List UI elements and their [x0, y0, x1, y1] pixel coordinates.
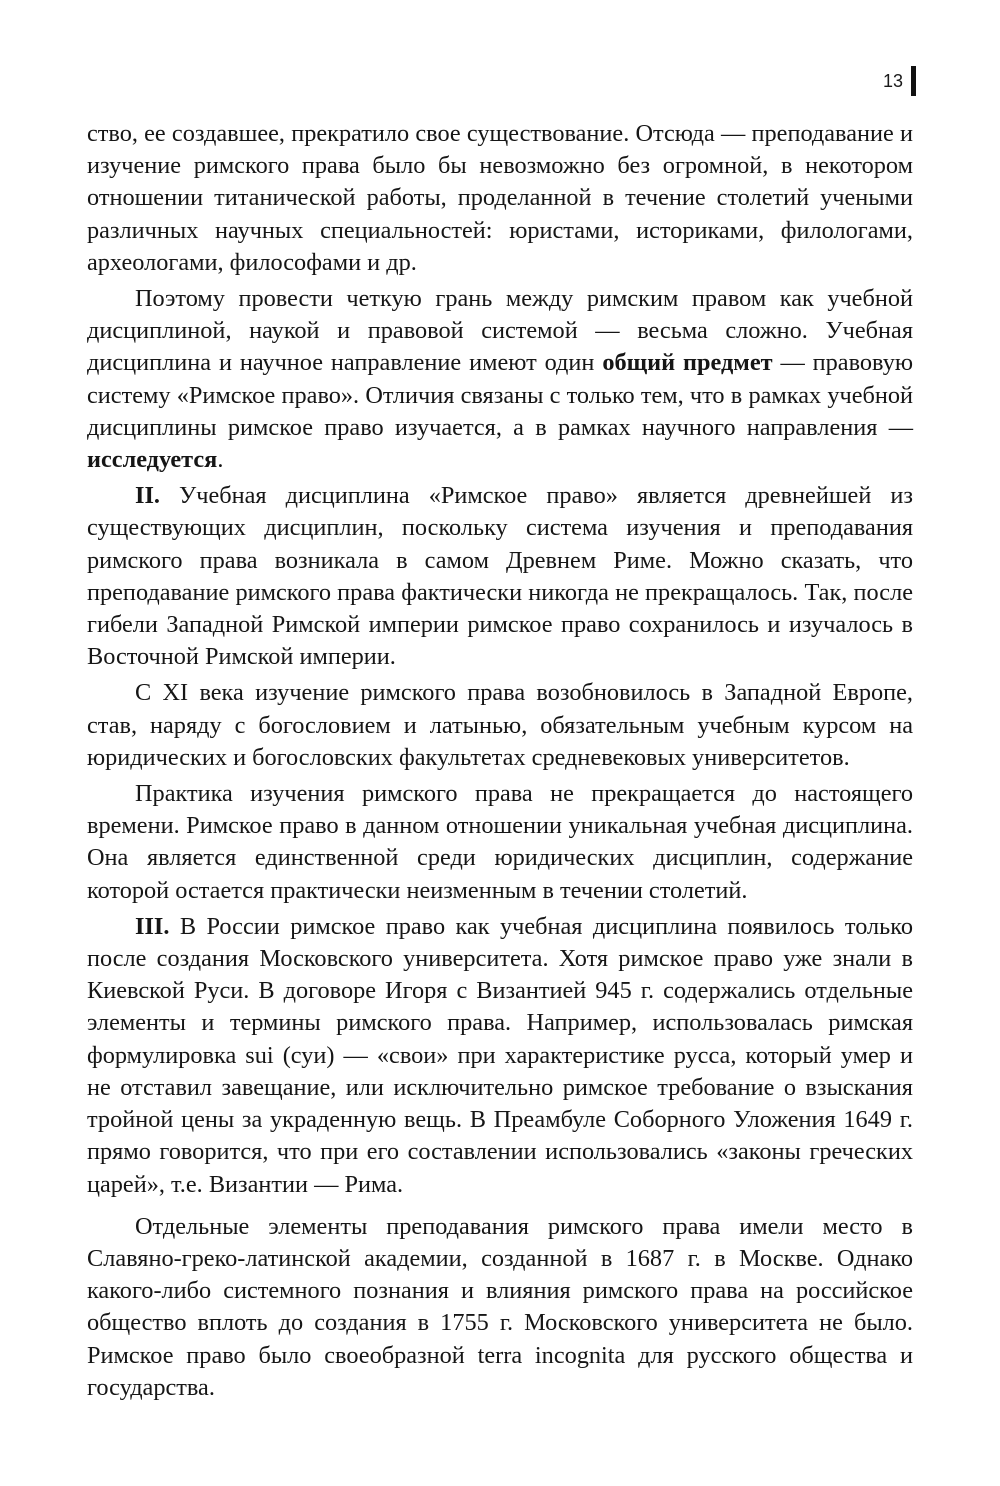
section-ii-marker: II.	[135, 482, 160, 510]
section-iii-text: В России римское право как учебная дисциплина появилось только после создания Московского университета. Хотя римское право уже знали в Киевской Руси. В договоре Игоря с Византией 945 г. содержались отдельные элементы и термины римского права. Например, использовалась римская формулировка sui (суи) — «свои» при характеристике русса, который умер и не отставил завещание, или исключительно римское требование о взыскания тройной цены за украденную вещь. В Преамбуле Соборного Уложения 1649 г. прямо говорится, что при его составлении использовались «законы греческих царей», т.е. Византии — Рима.	[87, 912, 913, 1198]
term-researched: исследуется	[87, 446, 218, 474]
section-ii-paragraph	[87, 480, 913, 673]
header-bar-decoration	[911, 66, 916, 96]
term-common-subject: общий предмет	[602, 349, 773, 377]
paragraph-continuation: ство, ее создавшее, прекратило свое существование. Отсюда — преподавание и изучение римского права было бы невозможно без огромной, в некотором отношении титанической работы, проделанной в течение столетий учеными различных научных специальностей: юристами, историками, филологами, археологами, философами и др.	[87, 120, 913, 276]
paragraph-academy: Отдельные элементы преподавания римского права имели место в Славяно-греко-латинской академии, созданной в 1687 г. в Москве. Однако какого-либо системного познания и влияния римского права на российское общество вплоть до создания в 1755 г. Московского университета не было. Римское право было своеобразной terra incognita для русского общества и государства.	[87, 1212, 913, 1401]
paragraph-subject-end: .	[217, 446, 224, 474]
paragraph-subject-text-2: — правовую систему «Римское право». Отличия связаны с только тем, что в рамках учебной дисциплины римское право изучается, а в рамках научного направления —	[87, 349, 913, 441]
text-body	[87, 118, 913, 1404]
section-ii-text: Учебная дисциплина «Римское право» является древнейшей из существующих дисциплин, поскольку система изучения и преподавания римского права возникала в самом Древнем Риме. Можно сказать, что преподавание римского права фактически никогда не прекращалось. Так, после гибели Западной Римской империи римское право сохранилось и изучалось в Восточной Римской империи.	[87, 482, 913, 671]
page-header	[883, 66, 916, 96]
section-iii-paragraph	[87, 911, 913, 1201]
paragraph-practice: Практика изучения римского права не прекращается до настоящего времени. Римское право в данном отношении уникальная учебная дисциплина. Она является единственной среди юридических дисциплин, содержание которой остается практически неизменным в течении столетий.	[87, 780, 913, 904]
section-iii-marker: III.	[135, 912, 170, 940]
paragraph-subject-text: Поэтому провести четкую грань между римским правом как учебной дисциплиной, наукой и правовой системой — весьма сложно. Учебная дисциплина и научное направление имеют один	[87, 285, 913, 377]
paragraph-xi-century: С XI века изучение римского права возобновилось в Западной Европе, став, наряду с богословием и латынью, обязательным учебным курсом на юридических и богословских факультетах средневековых университетов.	[87, 679, 913, 771]
page-number: 13	[882, 71, 903, 91]
paragraph-subject	[87, 283, 913, 476]
